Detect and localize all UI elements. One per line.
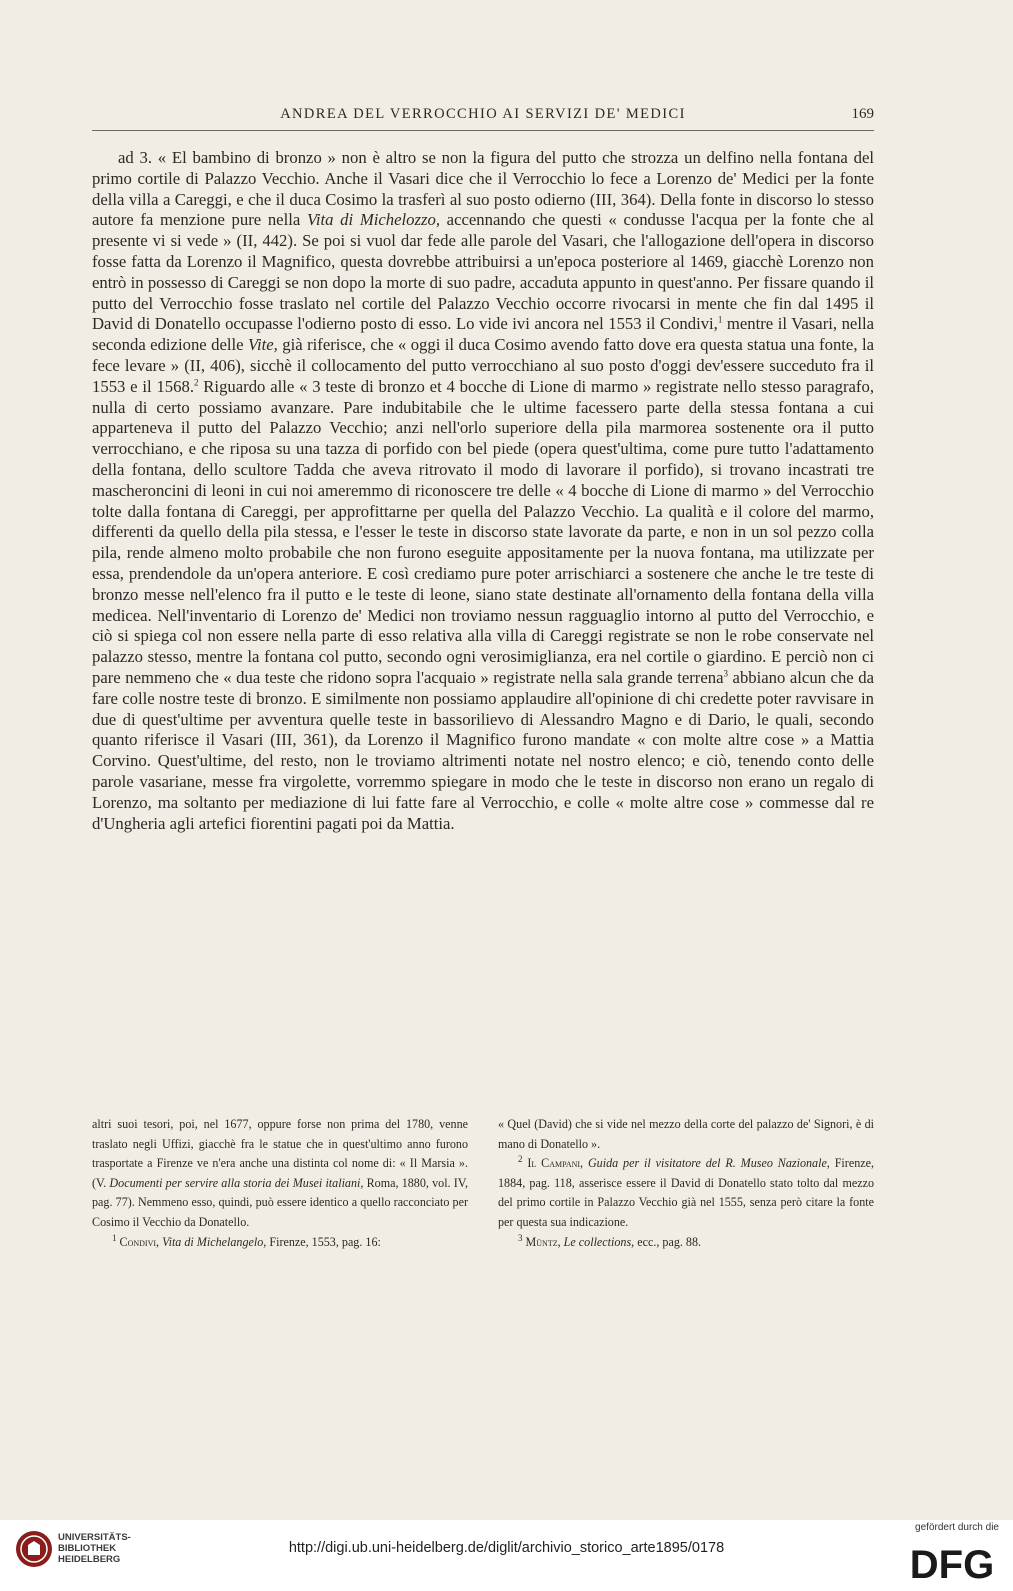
footnote-text: altri suoi tesori, poi, nel 1677, oppure forse non prima del 1780, venne traslato negli Uffizi, giacchè fra le statue che in quest'ultimo anno furono trasportate a Firenze ve n'era anche una distinta col nome di: « Il Marsia ». (V. — [92, 1117, 468, 1190]
page-number: 169 — [851, 106, 874, 122]
footnote-1 — [92, 1233, 468, 1253]
footnote-ref-3: 3 — [723, 668, 729, 679]
footnotes-right-column — [498, 1115, 874, 1252]
body-text-1: ad 3. « El bambino di bronzo » non è altro se non la figura del putto che strozza un delfino nella fontana del primo cortile di Palazzo Vecchio. Anche il Vasari dice che il Verrocchio lo fece a Lorenzo de' Medici per la fonte della villa a Careggi, e che il duca Cosimo la trasferì al suo posto odierno (III, 364). Della fonte in discorso lo stesso autore fa menzione pure nella — [92, 148, 874, 230]
footnote-3 — [498, 1233, 874, 1253]
footnote-text: Firenze, 1884, pag. 118, asserisce essere il David di Donatello stato tolto dal mezzo del primo cortile in Palazzo Vecchio già nel 1555, senza però citare la fonte per questa sua indicazione. — [498, 1156, 874, 1229]
body-text-2: accennando che questi « condusse l'acqua per la fonte che al presente vi si vede » (II, 442). Se poi si vuol dar fede alle parole del Vasari, che l'allogazione dell'opera in discorso fosse fatta da Lorenzo il Magnifico, questa dovrebbe attribuirsi a un'epoca posteriore al 1469, giacchè Lorenzo non entrò in possesso di Careggi se non dopo la morte di suo padre, accaduta appunto in quest'anno. Per fissare quando il putto del Verrocchio fosse traslato nel cortile del Palazzo Vecchio occorre rivocarsi in mente che fin dal 1495 il David di Donatello occupasse l'odierno posto di esso. Lo vide ivi ancora nel 1553 il Condivi, — [92, 210, 874, 334]
library-name: UNIVERSITÄTS- BIBLIOTHEK HEIDELBERG — [58, 1532, 131, 1565]
page-header — [92, 104, 874, 131]
source-url-link[interactable]: http://digi.ub.uni-heidelberg.de/diglit/archivio_storico_arte1895/0178 — [288, 1540, 725, 1556]
footnote-text: « Quel (David) che si vide nel mezzo della corte del palazzo de' Signori, è di mano di Donatello ». — [498, 1117, 874, 1151]
digitization-footer — [0, 1520, 1013, 1591]
body-text-6: abbiano alcun che da fare colle nostre teste di bronzo. E similmente non possiamo applaudire all'opinione di chi credette poter ravvisare in due di quest'ultime per avventura quelle teste in bassorilievo di Alessandro Magno e di Dario, le quali, secondo quanto riferisce il Vasari (III, 361), da Lorenzo il Magnifico furono mandate « con molte altre cose » a Mattia Corvino. Quest'ultime, del resto, non le troviamo altrimenti notate nel nostro elenco; e ciò, tenendo conto delle parole vasariane, messe fra virgolette, vorremmo spiegare in modo che le teste in discorso non erano un regalo di Lorenzo, ma soltanto per mediazione di lui fatte fare al Verrocchio, e colle « molte altre cose » commesse dal re d'Ungheria agli artefici fiorentini pagati poi da Mattia. — [92, 667, 874, 833]
body-italic-1: Vita di Michelozzo, — [306, 210, 440, 230]
footnote-author: Condivi, — [119, 1234, 160, 1249]
body-text-3: mentre il Vasari, nella seconda edizione delle — [92, 314, 875, 355]
footnote-mark: 1 — [112, 1232, 117, 1243]
footnote-title: Guida per il visitatore del R. Museo Nazionale, — [587, 1156, 830, 1171]
footnote-mark: 3 — [518, 1232, 523, 1243]
running-title: ANDREA DEL VERROCCHIO AI SERVIZI DE' MEDICI — [280, 106, 686, 122]
body-text-5: Riguardo alle « 3 teste di bronzo et 4 bocche di Lione di marmo » registrate nello stesso paragrafo, nulla di certo possiamo avanzare. Pare indubitabile che le ultime facessero parte della stessa fontana a cui apparteneva il putto del Palazzo Vecchio; anzi nell'orlo superiore della pila marmorea sostenente ora il putto verrocchiano, e che riposa su una tazza di porfido con bel piede (opera quest'ultima, come pure tutto l'adattamento della fontana, dello scultore Tadda che aveva ritrovato il modo di lavorare il porfido), si trovano incastrati tre mascheroncini di leoni in cui noi ameremmo di riconoscere tre delle « 4 bocche di Lione di marmo » del Verrocchio tolte dalla fontana di Careggi, per approfittarne per quella del Palazzo Vecchio. La qualità e il colore del marmo, differenti da quello della pila stessa, e l'esser le teste in discorso state lavorate da parte, e non in un sol pezzo colla pila, rende almeno molto probabile che non furono eseguite appositamente per la nuova fontana, ma utilizzate per essa, prendendole da un'opera anteriore. E così crediamo pure poter arrischiarci a sostenere che anche le tre teste di bronzo messe nell'elenco fra il putto e le teste di leone, siano state destinate all'ornamento della fontana della villa medicea. Nell'inventario di Lorenzo de' Medici non troviamo nessun ragguaglio intorno al putto del Verrocchio, e ciò si spiega col non essere nella parte di esso relativa alla villa di Careggi registrate se non le robe conservate nel palazzo stesso, mentre la fontana col putto, secondo ogni verosimiglianza, era nel cortile o giardino. E perciò non ci pare nemmeno che « dua teste che ridono sopra l'acquaio » registrate nella sala grande terrena — [92, 376, 874, 687]
footnote-text: Firenze, 1553, pag. 16: — [266, 1234, 381, 1249]
funded-by-label: gefördert durch die — [915, 1522, 999, 1533]
footnote-text: Roma, 1880, vol. IV, pag. 77). Nemmeno esso, quindi, può essere identico a quello racconciato per Cosimo il Vecchio da Donatello. — [92, 1175, 468, 1229]
footnote-title: Le collections, — [563, 1234, 635, 1249]
footnote-mark: 2 — [518, 1154, 523, 1165]
footnote-ref-1: 1 — [717, 314, 723, 325]
body-paragraph — [92, 148, 874, 834]
footnote-ref-2: 2 — [194, 377, 199, 388]
footnote-title: Vita di Michelangelo, — [162, 1234, 267, 1249]
footnotes-left-column — [92, 1115, 468, 1252]
footnote-author: Müntz, — [525, 1234, 561, 1249]
dfg-logo-icon — [905, 1542, 999, 1582]
footnote-text: ecc., pag. 88. — [634, 1234, 702, 1249]
body-italic-2: Vite, — [248, 335, 278, 355]
footnote-italic: Documenti per servire alla storia dei Musei italiani, — [109, 1175, 364, 1190]
body-text-4: già riferisce, che « oggi il duca Cosimo avendo fatto dove era questa statua una fonte, la fece levare » (II, 406), sicchè il collocamento del putto verrocchiano al suo posto d'oggi dev'essere succeduto fra il 1553 e il 1568. — [92, 335, 874, 396]
svg-text:DFG: DFG — [909, 1543, 995, 1582]
footnote-1-continuation — [498, 1115, 874, 1154]
footnote-author: Il Campani, — [527, 1156, 584, 1171]
footnote-2 — [498, 1154, 874, 1232]
footnote-continuation — [92, 1115, 468, 1233]
